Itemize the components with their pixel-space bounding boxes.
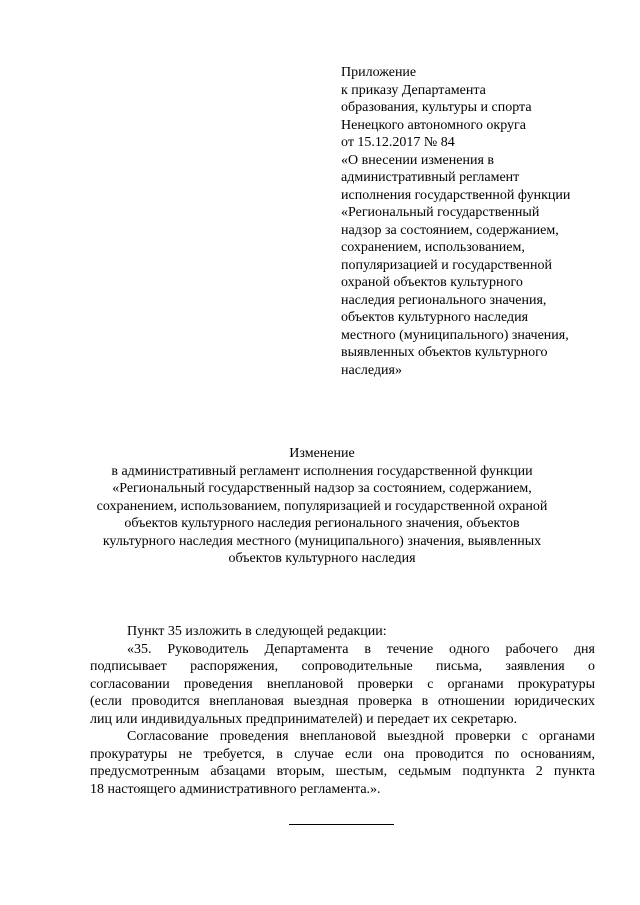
paragraph-line: согласовании проведения внеплановой проверки с органами прокуратуры bbox=[90, 676, 595, 692]
appendix-line: «О внесении изменения в bbox=[341, 152, 494, 168]
paragraph-line: подписывает распоряжения, сопроводительные письма, заявления о bbox=[90, 659, 595, 674]
appendix-line: популяризацией и государственной bbox=[341, 257, 552, 273]
appendix-line: сохранением, использованием, bbox=[341, 240, 525, 255]
paragraph-line: «35. Руководитель Департамента в течение одного рабочего дня bbox=[127, 641, 595, 657]
paragraph-35 bbox=[90, 641, 595, 729]
document-heading: Изменение bbox=[289, 446, 355, 461]
appendix-block bbox=[341, 64, 611, 379]
appendix-line: от 15.12.2017 № 84 bbox=[341, 135, 455, 150]
appendix-line: наследия регионального значения, bbox=[341, 292, 547, 308]
appendix-line: местного (муниципального) значения, bbox=[341, 327, 569, 343]
paragraph-line: прокуратуры не требуется, в случае если она проводится по основаниям, bbox=[90, 746, 595, 762]
title-line: культурного наследия местного (муниципального) значения, выявленных bbox=[102, 533, 542, 549]
appendix-line: надзор за состоянием, содержанием, bbox=[341, 222, 559, 238]
title-line: объектов культурного наследия регионального значения, объектов bbox=[124, 516, 520, 531]
title-line: объектов культурного наследия bbox=[228, 551, 416, 566]
appendix-line: наследия» bbox=[341, 362, 402, 378]
document-title-block bbox=[80, 445, 564, 568]
paragraph-line: предусмотренным абзацами вторым, шестым, седьмым подпункта 2 пункта bbox=[90, 764, 595, 779]
paragraph-line: лиц или индивидуальных предпринимателей) и передает их секретарю. bbox=[90, 711, 518, 727]
document-body bbox=[90, 623, 595, 798]
appendix-line: к приказу Департамента bbox=[341, 82, 486, 98]
title-line: в административный регламент исполнения государственной функции bbox=[111, 463, 533, 479]
title-line: «Региональный государственный надзор за состоянием, содержанием, bbox=[112, 481, 532, 496]
appendix-line: административный регламент bbox=[341, 170, 520, 185]
body-intro: Пункт 35 изложить в следующей редакции: bbox=[127, 624, 387, 639]
title-line: сохранением, использованием, популяризацией и государственной охраной bbox=[96, 498, 548, 514]
appendix-line: Ненецкого автономного округа bbox=[341, 117, 526, 133]
end-separator-line bbox=[289, 824, 394, 825]
appendix-line: Приложение bbox=[341, 65, 417, 80]
paragraph-line: (если проводится внеплановая выездная проверка в отношении юридических bbox=[90, 694, 595, 709]
appendix-line: исполнения государственной функции bbox=[341, 187, 571, 203]
appendix-line: выявленных объектов культурного bbox=[341, 345, 548, 360]
appendix-line: образования, культуры и спорта bbox=[341, 100, 532, 115]
paragraph-approval bbox=[90, 728, 595, 798]
appendix-line: охраной объектов культурного bbox=[341, 275, 523, 290]
appendix-line: «Региональный государственный bbox=[341, 205, 540, 220]
paragraph-line: 18 настоящего административного регламента.». bbox=[90, 781, 381, 797]
appendix-line: объектов культурного наследия bbox=[341, 310, 529, 325]
paragraph-line: Согласование проведения внеплановой выездной проверки с органами bbox=[127, 729, 595, 744]
